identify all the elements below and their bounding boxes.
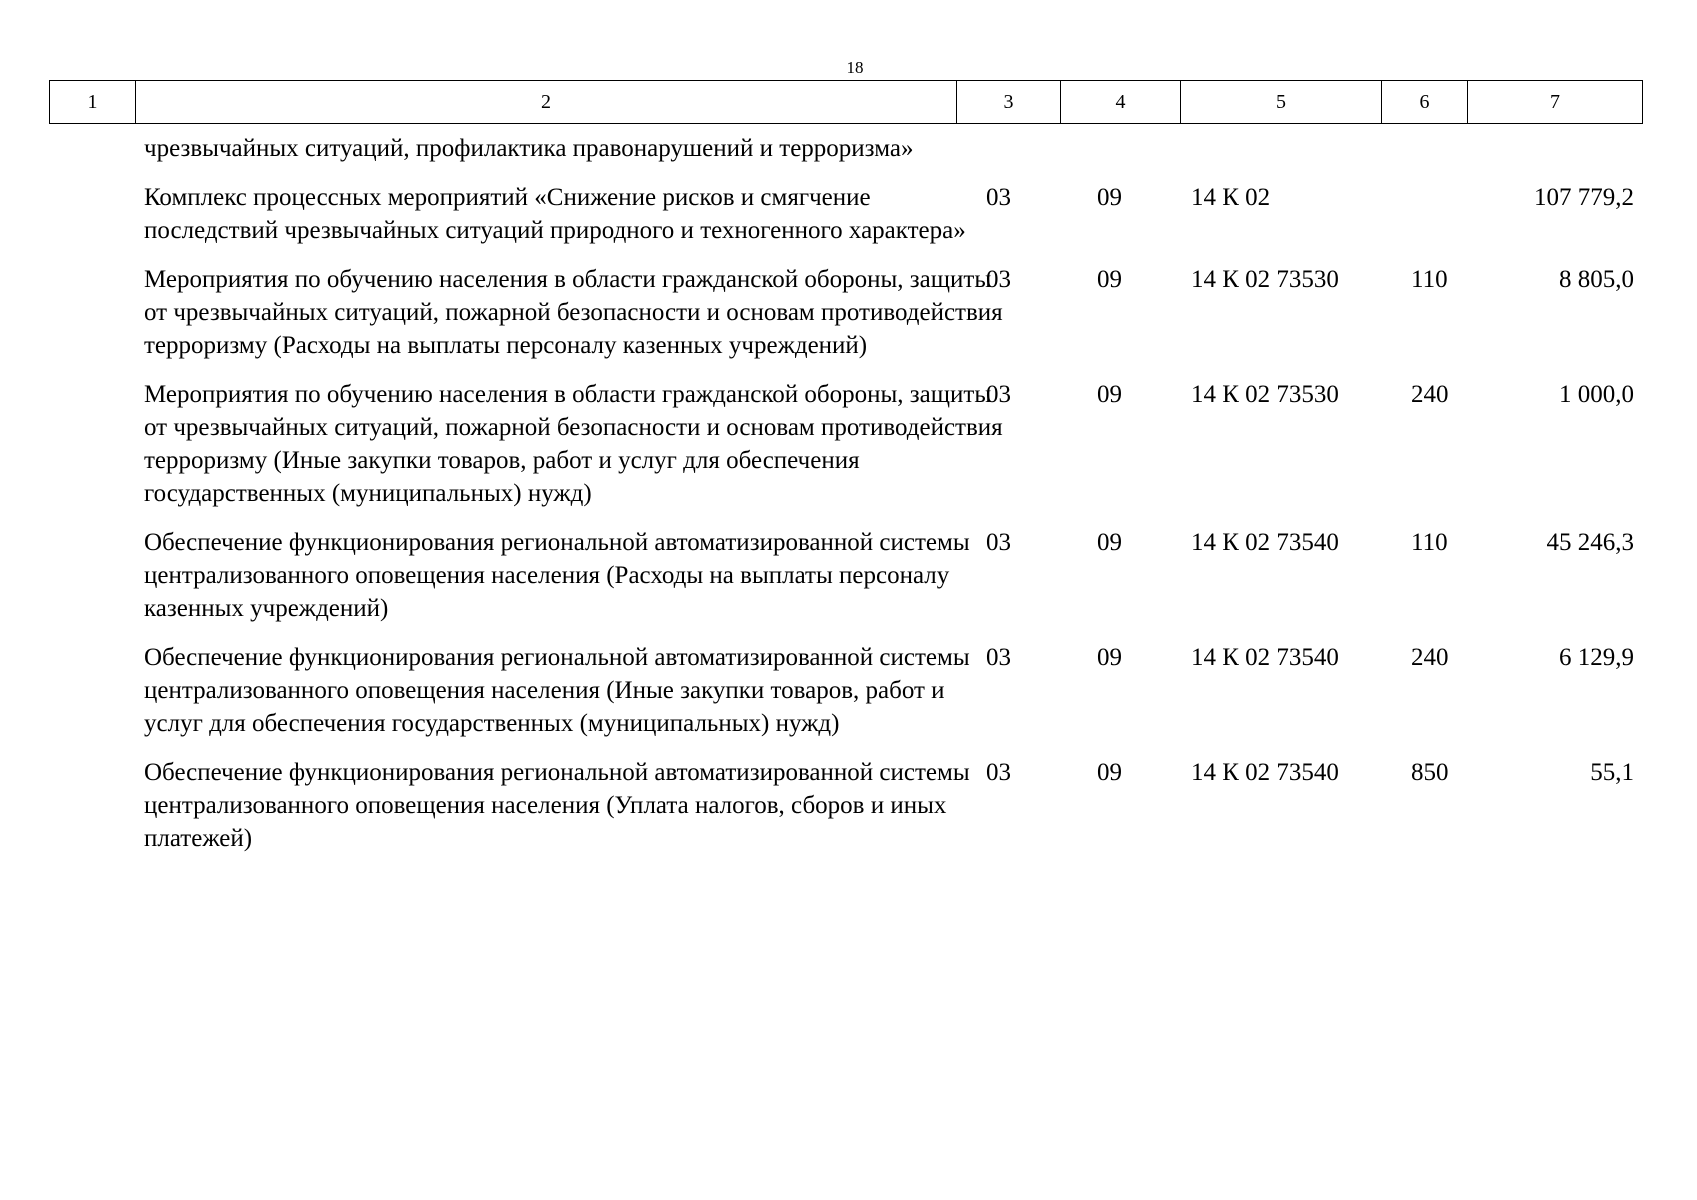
header-col-1: 1 [50, 81, 136, 124]
header-col-6: 6 [1382, 81, 1468, 124]
row-amount: 1 000,0 [1559, 381, 1634, 408]
row-amount: 55,1 [1590, 759, 1634, 786]
row-target-article: 14 К 02 73530 [1191, 381, 1339, 408]
row-subsection-code: 09 [1097, 759, 1122, 786]
row-section-code: 03 [986, 381, 1011, 408]
row-description: Обеспечение функционирования региональной автоматизированной системы централизованного оповещения населения (Иные закупки товаров, работ и услуг для обеспечения государственных (муниципальных) нужд) [144, 644, 970, 737]
row-description: Обеспечение функционирования региональной автоматизированной системы централизованного оповещения населения (Расходы на выплаты персоналу казенных учреждений) [144, 529, 970, 622]
table-body [49, 132, 1642, 871]
column-header-table [49, 80, 1643, 124]
row-subsection-code: 09 [1097, 529, 1122, 556]
row-section-code: 03 [986, 184, 1011, 211]
table-row [49, 132, 1642, 165]
row-description: Комплекс процессных мероприятий «Снижение рисков и смягчение последствий чрезвычайных ситуаций природного и техногенного характера» [144, 184, 966, 244]
row-expense-type: 240 [1411, 644, 1449, 671]
row-section-code: 03 [986, 266, 1011, 293]
table-row [49, 378, 1642, 510]
row-expense-type: 850 [1411, 759, 1449, 786]
row-amount: 45 246,3 [1546, 529, 1634, 556]
row-subsection-code: 09 [1097, 266, 1122, 293]
row-section-code: 03 [986, 644, 1011, 671]
row-description: чрезвычайных ситуаций, профилактика правонарушений и терроризма» [144, 135, 914, 162]
row-description: Обеспечение функционирования региональной автоматизированной системы централизованного оповещения населения (Уплата налогов, сборов и иных платежей) [144, 759, 970, 852]
row-target-article: 14 К 02 [1191, 184, 1271, 211]
row-expense-type: 110 [1411, 529, 1448, 556]
header-col-2: 2 [136, 81, 957, 124]
row-section-code: 03 [986, 759, 1011, 786]
row-subsection-code: 09 [1097, 381, 1122, 408]
table-row [49, 641, 1642, 740]
row-subsection-code: 09 [1097, 644, 1122, 671]
row-target-article: 14 К 02 73540 [1191, 759, 1339, 786]
header-row [50, 81, 1643, 124]
header-col-3: 3 [957, 81, 1061, 124]
table-row [49, 756, 1642, 855]
header-col-5: 5 [1181, 81, 1382, 124]
row-expense-type: 240 [1411, 381, 1449, 408]
table-row [49, 526, 1642, 625]
row-expense-type: 110 [1411, 266, 1448, 293]
row-subsection-code: 09 [1097, 184, 1122, 211]
header-col-4: 4 [1061, 81, 1181, 124]
row-amount: 8 805,0 [1559, 266, 1634, 293]
table-row [49, 181, 1642, 247]
row-section-code: 03 [986, 529, 1011, 556]
row-description: Мероприятия по обучению населения в области гражданской обороны, защиты от чрезвычайных ситуаций, пожарной безопасности и основам противодействия терроризму (Расходы на выплаты персоналу казенных учреждений) [144, 266, 1003, 359]
row-amount: 6 129,9 [1559, 644, 1634, 671]
row-target-article: 14 К 02 73530 [1191, 266, 1339, 293]
row-description: Мероприятия по обучению населения в области гражданской обороны, защиты от чрезвычайных ситуаций, пожарной безопасности и основам противодействия терроризму (Иные закупки товаров, работ и услуг для обеспечения государственных (муниципальных) нужд) [144, 381, 1003, 507]
row-target-article: 14 К 02 73540 [1191, 529, 1339, 556]
page-number: 18 [846, 58, 864, 77]
row-target-article: 14 К 02 73540 [1191, 644, 1339, 671]
header-col-7: 7 [1468, 81, 1643, 124]
table-row [49, 263, 1642, 362]
row-amount: 107 779,2 [1534, 184, 1634, 211]
